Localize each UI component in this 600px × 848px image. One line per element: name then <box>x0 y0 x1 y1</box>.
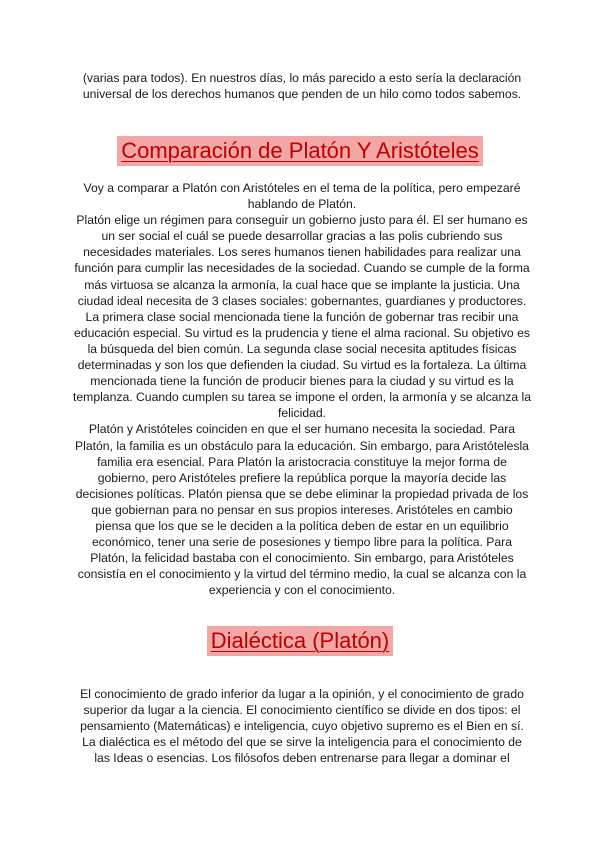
text-line: Voy a comparar a Platón con Aristóteles en el tema de la política, pero empezaré <box>83 181 521 195</box>
text-line: Platón y Aristóteles coinciden en que el ser humano necesita la sociedad. Para <box>88 422 516 437</box>
text-line: superior da lugar a la ciencia. El conocimiento científico se divide en dos tipos: el <box>83 703 521 718</box>
text-line: determinadas y son los que defienden la ciudad. Su virtud es la fortaleza. La última <box>77 358 527 373</box>
text-line: (varias para todos). En nuestros días, lo más parecido a esto sería la declaración <box>82 71 522 85</box>
text-line: las Ideas o esencias. Los filósofos deben entrenarse para llegar a dominar el <box>94 751 510 766</box>
text-line: La primera clase social mencionada tiene la función de gobernar tras recibir una <box>85 309 519 324</box>
text-line: educación especial. Su virtud es la prudencia y tiene el alma racional. Su objetivo es <box>74 325 530 340</box>
section-heading-comparacion <box>0 136 600 166</box>
text-line: función para cumplir las necesidades de la sociedad. Cuando se cumple de la forma <box>74 261 530 276</box>
text-line: El conocimiento de grado inferior da lugar a la opinión, y el conocimiento de grado <box>80 687 524 701</box>
text-line: mencionada tiene la función de producir bienes para la ciudad y su virtud es la <box>90 374 514 389</box>
intro-paragraph <box>72 70 532 102</box>
text-line: hablando de Platón. <box>247 197 357 212</box>
text-line: familia era esencial. Para Platón la aristocracia constituye la mejor forma de <box>97 454 507 469</box>
text-line: templanza. Cuando cumplen su tarea se impone el orden, la armonía y se alcanza la <box>73 390 531 405</box>
text-line: experiencia y con el conocimiento. <box>208 583 396 598</box>
text-line: Platón, la familia es un obstáculo para la educación. Sin embargo, para Aristótelesla <box>75 438 529 453</box>
text-line: Platón elige un régimen para conseguir un gobierno justo para él. El ser humano es <box>76 213 528 228</box>
section-body-comparacion <box>72 180 532 598</box>
text-line: necesidades materiales. Los seres humanos tienen habilidades para realizar una <box>83 245 521 260</box>
text-line: económico, tener una serie de posesiones y tiempo libre para la política. Para <box>91 535 513 550</box>
section-title: Dialéctica (Platón) <box>207 626 394 656</box>
text-line: felicidad. <box>277 406 327 421</box>
text-line: la búsqueda del bien común. La segunda clase social necesita aptitudes físicas <box>87 341 517 356</box>
text-line: ciudad ideal necesita de 3 clases sociales: gobernantes, guardianes y productores. <box>77 293 527 308</box>
section-body-dialectica <box>72 686 532 766</box>
text-line: pensamiento (Matemáticas) e inteligencia, cuyo objetivo supremo es el Bien en sí. <box>80 719 524 734</box>
text-line: consistía en el conocimiento y la virtud del término medio, la cual se alcanza con la <box>77 567 527 582</box>
section-heading-dialectica <box>0 626 600 656</box>
text-line: La dialéctica es el método del que se sirve la inteligencia para el conocimiento de <box>82 735 522 750</box>
text-line: decisiones políticas. Platón piensa que se debe eliminar la propiedad privada de los <box>75 486 529 501</box>
text-line: universal de los derechos humanos que penden de un hilo como todos sabemos. <box>82 87 522 102</box>
text-line: que gobiernan para no pensar en sus propios intereses. Aristóteles en cambio <box>91 502 513 517</box>
text-line: gobierno, pero Aristóteles prefiere la república porque la mayoría decide las <box>97 470 507 485</box>
text-line: un ser social el cuál se puede desarrollar gracias a las polis cubriendo sus <box>101 229 503 244</box>
text-line: más virtuosa se alcanza la armonía, la cual hace que se implante la justicia. Una <box>84 277 520 292</box>
text-line: Platón, la felicidad bastaba con el conocimiento. Sin embargo, para Aristóteles <box>90 551 514 566</box>
section-title: Comparación de Platón Y Aristóteles <box>117 136 483 166</box>
text-line: piensa que los que se le deciden a la política deben de estar en un equilibrio <box>95 518 509 533</box>
